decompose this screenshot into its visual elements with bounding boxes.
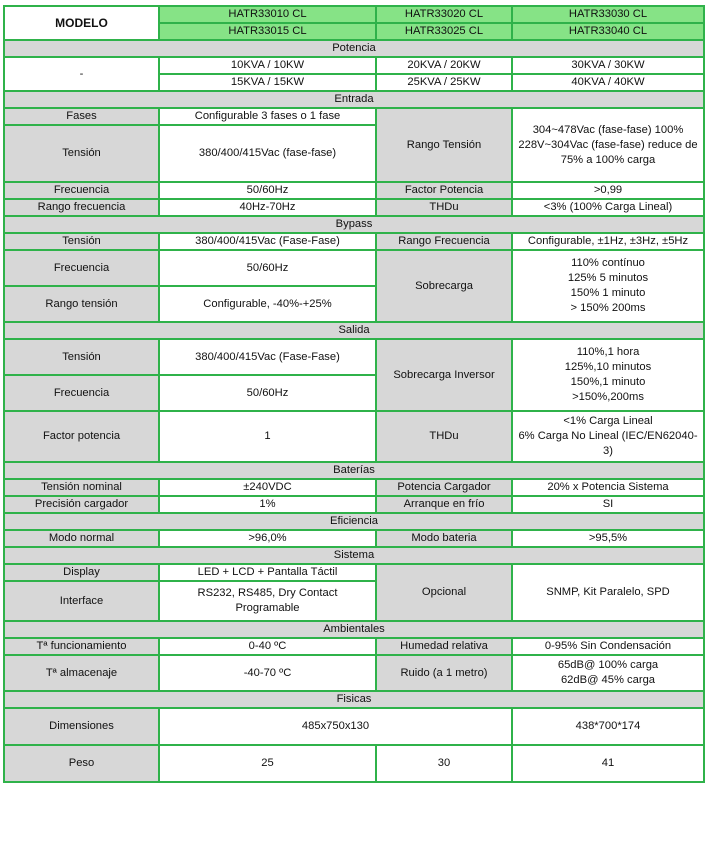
baterias-potencia-value: 20% x Potencia Sistema <box>512 479 704 496</box>
salida-frecuencia-label: Frecuencia <box>4 375 159 411</box>
sistema-display-label: Display <box>4 564 159 581</box>
entrada-thdu-value: <3% (100% Carga Lineal) <box>512 199 704 216</box>
sistema-interface-value: RS232, RS485, Dry Contact Programable <box>159 581 376 621</box>
baterias-arranque-value: SI <box>512 496 704 513</box>
fisicas-dim-label: Dimensiones <box>4 708 159 745</box>
model-label: MODELO <box>4 6 159 40</box>
eficiencia-bateria-value: >95,5% <box>512 530 704 547</box>
entrada-fases-value: Configurable 3 fases o 1 fase <box>159 108 376 125</box>
model-cell: HATR33040 CL <box>512 23 704 40</box>
section-potencia: Potencia <box>4 40 704 57</box>
model-cell: HATR33010 CL <box>159 6 376 23</box>
bypass-tension-label: Tensión <box>4 233 159 250</box>
entrada-thdu-label: THDu <box>376 199 512 216</box>
model-cell: HATR33030 CL <box>512 6 704 23</box>
salida-sobrecarga-value: 110%,1 hora 125%,10 minutos 150%,1 minuto >150%,200ms <box>512 339 704 411</box>
salida-factor-value: 1 <box>159 411 376 462</box>
bypass-frecuencia-label: Frecuencia <box>4 250 159 286</box>
bypass-rango-tension-value: Configurable, -40%-+25% <box>159 286 376 322</box>
sistema-opcional-label: Opcional <box>376 564 512 621</box>
fisicas-dim-value-a: 485x750x130 <box>159 708 512 745</box>
potencia-cell: 20KVA / 20KW <box>376 57 512 74</box>
eficiencia-normal-value: >96,0% <box>159 530 376 547</box>
section-ambientales: Ambientales <box>4 621 704 638</box>
bypass-rango-tension-label: Rango tensión <box>4 286 159 322</box>
entrada-rango-tension-label: Rango Tensión <box>376 108 512 182</box>
ambientales-func-label: Tª funcionamiento <box>4 638 159 655</box>
baterias-potencia-label: Potencia Cargador <box>376 479 512 496</box>
salida-sobrecarga-label: Sobrecarga Inversor <box>376 339 512 411</box>
entrada-tension-label: Tensión <box>4 125 159 182</box>
entrada-rango-tension-value: 304~478Vac (fase-fase) 100% 228V~304Vac (fase-fase) reduce de 75% a 100% carga <box>512 108 704 182</box>
entrada-rango-freq-label: Rango frecuencia <box>4 199 159 216</box>
fisicas-peso-value: 30 <box>376 745 512 782</box>
bypass-sobrecarga-value: 110% contínuo 125% 5 minutos 150% 1 minuto > 150% 200ms <box>512 250 704 322</box>
fisicas-peso-value: 41 <box>512 745 704 782</box>
salida-thdu-value: <1% Carga Lineal 6% Carga No Lineal (IEC/EN62040- 3) <box>512 411 704 462</box>
eficiencia-normal-label: Modo normal <box>4 530 159 547</box>
entrada-rango-freq-value: 40Hz-70Hz <box>159 199 376 216</box>
bypass-sobrecarga-label: Sobrecarga <box>376 250 512 322</box>
potencia-cell: 15KVA / 15KW <box>159 74 376 91</box>
sistema-opcional-value: SNMP, Kit Paralelo, SPD <box>512 564 704 621</box>
entrada-tension-value: 380/400/415Vac (fase-fase) <box>159 125 376 182</box>
baterias-tension-value: ±240VDC <box>159 479 376 496</box>
model-cell: HATR33020 CL <box>376 6 512 23</box>
ambientales-ruido-label: Ruido (a 1 metro) <box>376 655 512 691</box>
section-fisicas: Fisicas <box>4 691 704 708</box>
entrada-factor-label: Factor Potencia <box>376 182 512 199</box>
potencia-label: - <box>4 57 159 91</box>
baterias-precision-value: 1% <box>159 496 376 513</box>
model-cell: HATR33025 CL <box>376 23 512 40</box>
ambientales-humedad-value: 0-95% Sin Condensación <box>512 638 704 655</box>
salida-tension-value: 380/400/415Vac (Fase-Fase) <box>159 339 376 375</box>
section-bypass: Bypass <box>4 216 704 233</box>
bypass-rango-freq-label: Rango Frecuencia <box>376 233 512 250</box>
ambientales-ruido-value: 65dB@ 100% carga 62dB@ 45% carga <box>512 655 704 691</box>
eficiencia-bateria-label: Modo bateria <box>376 530 512 547</box>
ambientales-alm-label: Tª almacenaje <box>4 655 159 691</box>
salida-tension-label: Tensión <box>4 339 159 375</box>
section-sistema: Sistema <box>4 547 704 564</box>
potencia-cell: 25KVA / 25KW <box>376 74 512 91</box>
potencia-cell: 10KVA / 10KW <box>159 57 376 74</box>
salida-thdu-label: THDu <box>376 411 512 462</box>
entrada-factor-value: >0,99 <box>512 182 704 199</box>
fisicas-dim-value-b: 438*700*174 <box>512 708 704 745</box>
fisicas-peso-label: Peso <box>4 745 159 782</box>
fisicas-peso-value: 25 <box>159 745 376 782</box>
baterias-precision-label: Precisión cargador <box>4 496 159 513</box>
section-baterias: Baterías <box>4 462 704 479</box>
salida-factor-label: Factor potencia <box>4 411 159 462</box>
baterias-tension-label: Tensión nominal <box>4 479 159 496</box>
entrada-frecuencia-value: 50/60Hz <box>159 182 376 199</box>
spec-table <box>3 5 705 783</box>
entrada-frecuencia-label: Frecuencia <box>4 182 159 199</box>
bypass-tension-value: 380/400/415Vac (Fase-Fase) <box>159 233 376 250</box>
potencia-cell: 40KVA / 40KW <box>512 74 704 91</box>
baterias-arranque-label: Arranque en frío <box>376 496 512 513</box>
ambientales-func-value: 0-40 ºC <box>159 638 376 655</box>
ambientales-alm-value: -40-70 ºC <box>159 655 376 691</box>
model-cell: HATR33015 CL <box>159 23 376 40</box>
section-salida: Salida <box>4 322 704 339</box>
salida-frecuencia-value: 50/60Hz <box>159 375 376 411</box>
section-eficiencia: Eficiencia <box>4 513 704 530</box>
bypass-frecuencia-value: 50/60Hz <box>159 250 376 286</box>
sistema-display-value: LED + LCD + Pantalla Táctil <box>159 564 376 581</box>
ambientales-humedad-label: Humedad relativa <box>376 638 512 655</box>
section-entrada: Entrada <box>4 91 704 108</box>
bypass-rango-freq-value: Configurable, ±1Hz, ±3Hz, ±5Hz <box>512 233 704 250</box>
potencia-cell: 30KVA / 30KW <box>512 57 704 74</box>
sistema-interface-label: Interface <box>4 581 159 621</box>
entrada-fases-label: Fases <box>4 108 159 125</box>
